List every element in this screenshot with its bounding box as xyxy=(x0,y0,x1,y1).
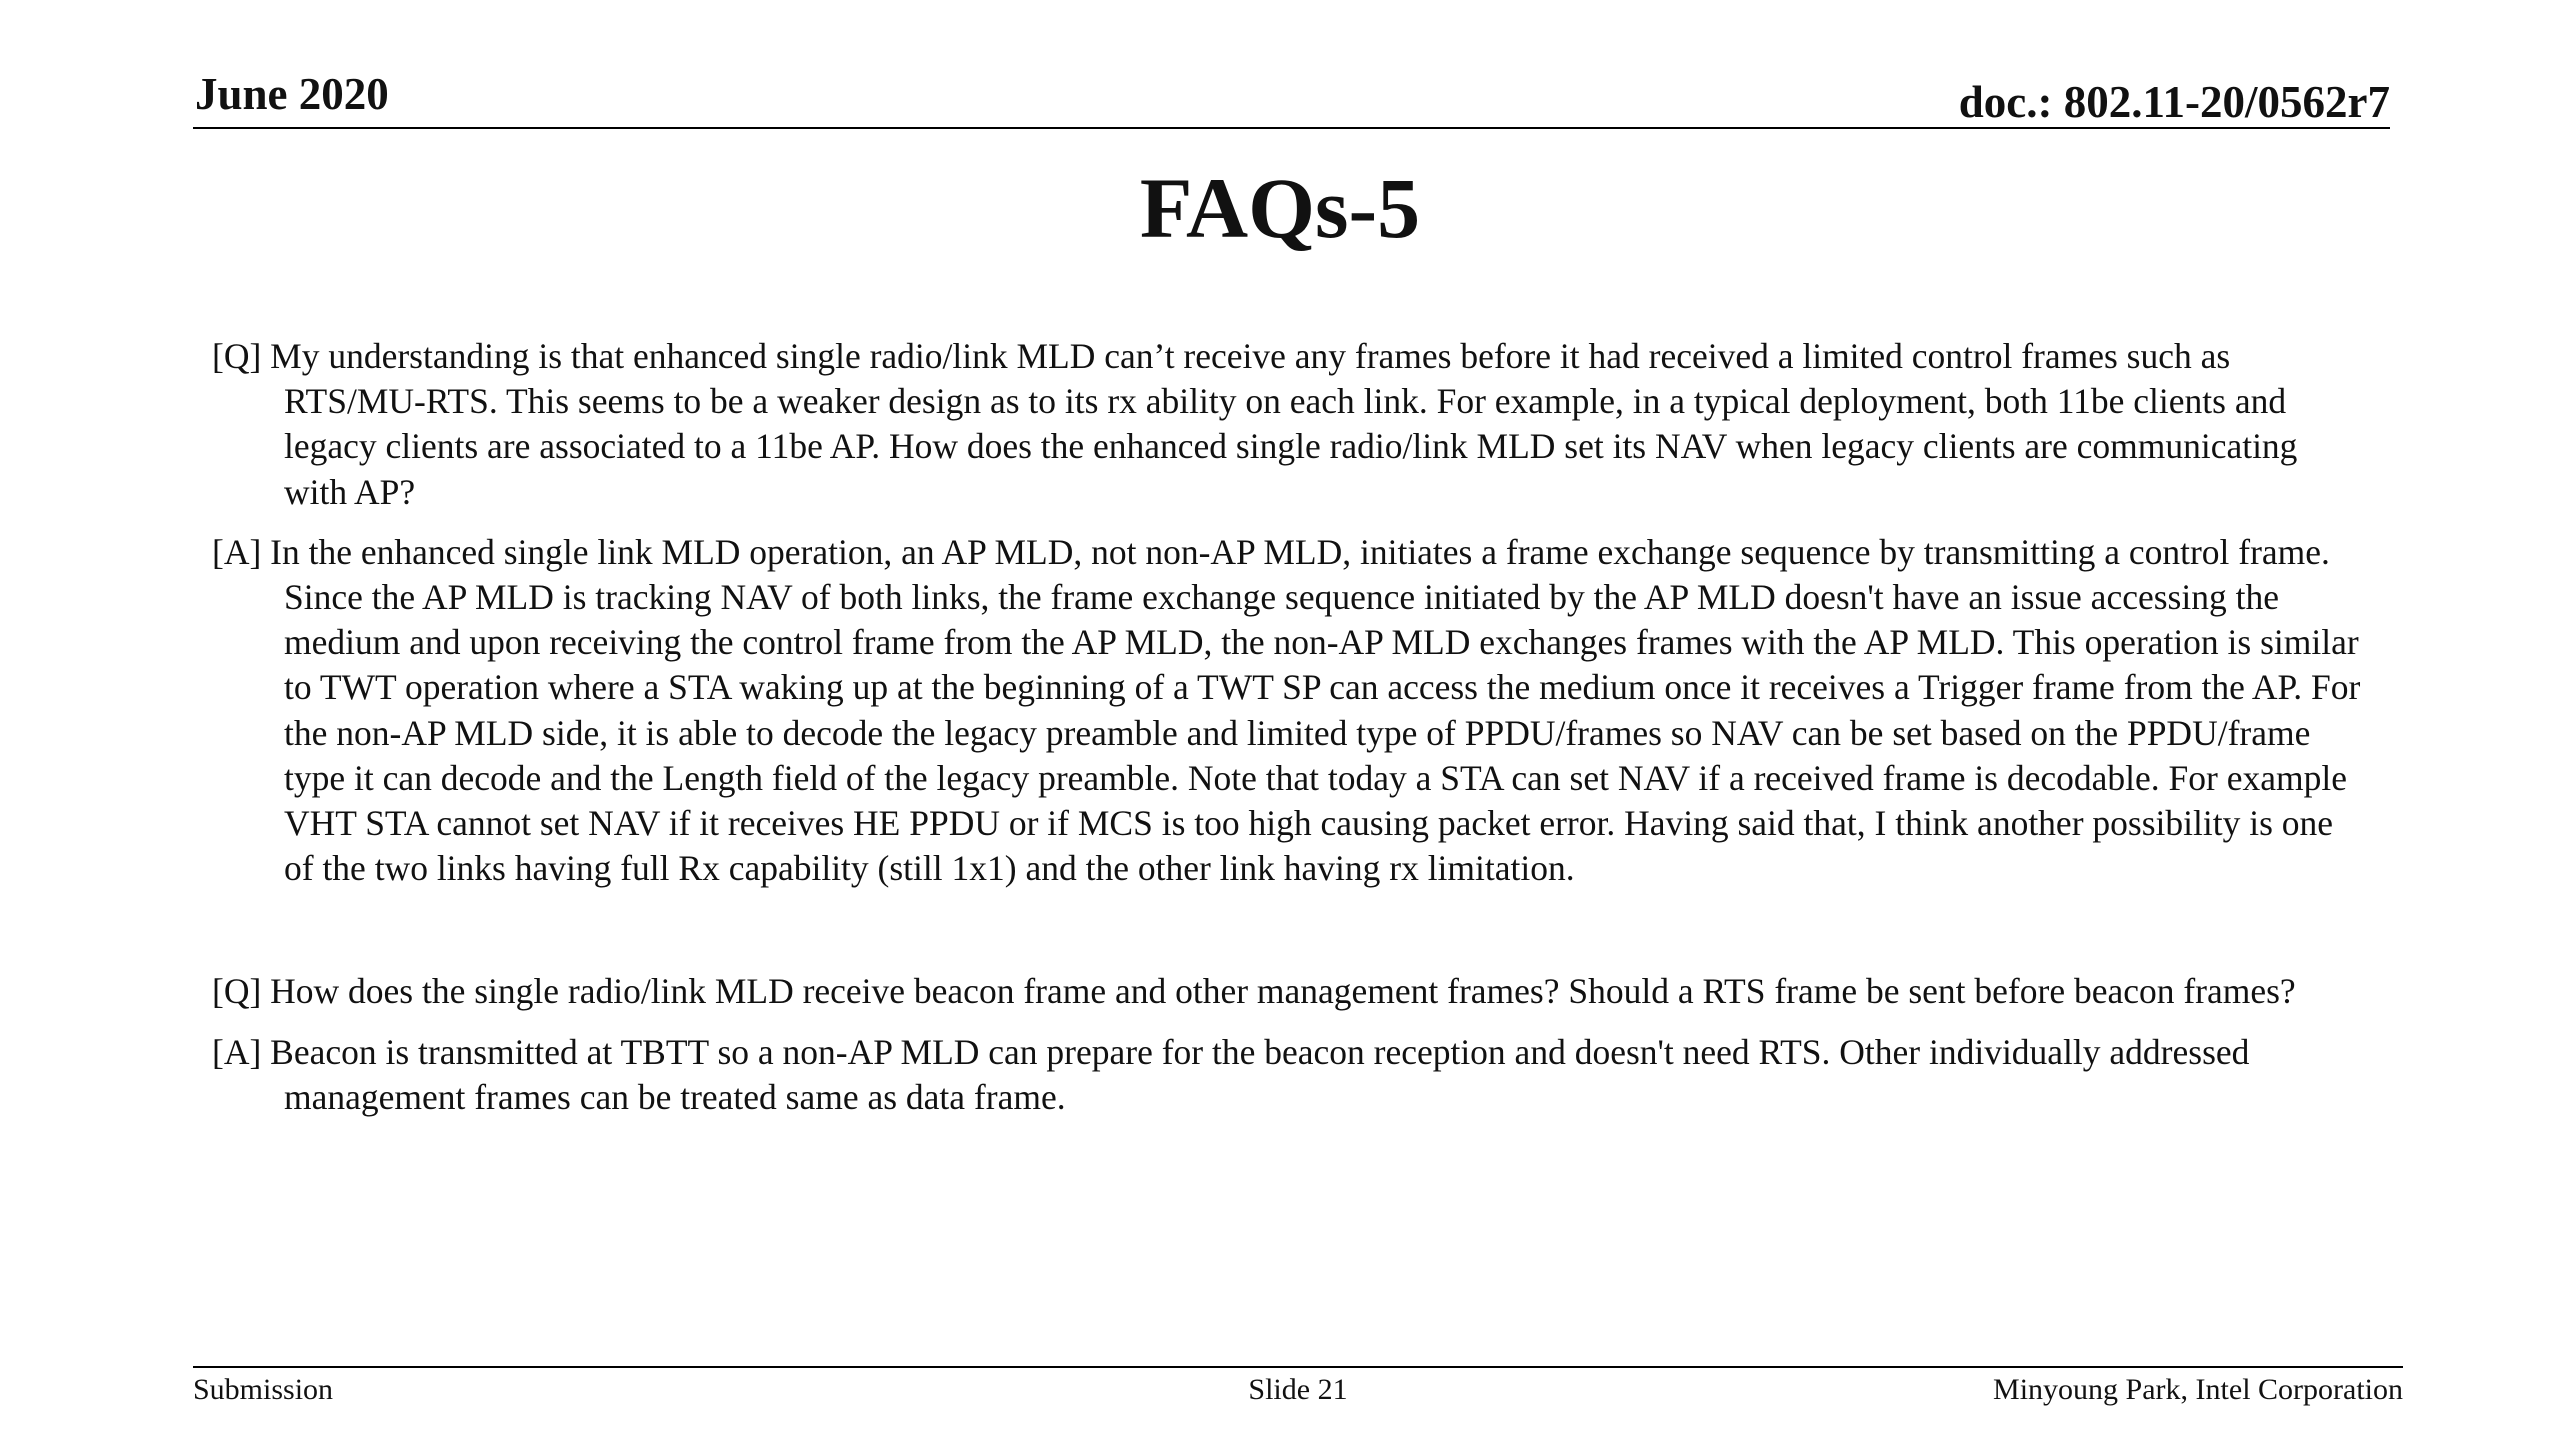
footer-divider xyxy=(193,1366,2403,1368)
footer-submission: Submission xyxy=(193,1373,334,1406)
slide-title: FAQs-5 xyxy=(1139,160,1421,256)
faq-answer-1: [A] In the enhanced single link MLD operation, an AP MLD, not non-AP MLD, initiates a frame exchange sequence by transmitting a control frame. Since the AP MLD is tracking NAV of both links, the frame exchange sequence initiated by the AP MLD doesn't have an issue accessing the medium and upon receiving the control frame from the AP MLD, the non-AP MLD exchanges frames with the AP MLD. This operation is similar to TWT operation where a STA waking up at the beginning of a TWT SP can access the medium once it receives a Trigger frame from the AP. For the non-AP MLD side, it is able to decode the legacy preamble and limited type of PPDU/frames so NAV can be set based on the PPDU/frame type it can decode and the Length field of the legacy preamble. Note that today a STA can set NAV if a received frame is decodable. For example VHT STA cannot set NAV if it receives HE PPDU or if MCS is too high causing packet error. Having said that, I think another possibility is one of the two links having full Rx capability (still 1x1) and the other link having rx limitation. xyxy=(212,531,2361,889)
header-divider xyxy=(193,127,2390,129)
slide-body xyxy=(212,334,2362,1120)
document-id: doc.: 802.11-20/0562r7 xyxy=(1958,77,2390,127)
faq-question-1: [Q] My understanding is that enhanced single radio/link MLD can’t receive any frames before it had received a limited control frames such as RTS/MU-RTS. This seems to be a weaker design as to its rx ability on each link. For example, in a typical deployment, both 11be clients and legacy clients are associated to a 11be AP. How does the enhanced single radio/link MLD set its NAV when legacy clients are communicating with AP? xyxy=(212,336,2298,512)
header-date: June 2020 xyxy=(195,69,389,119)
slide-number: Slide 21 xyxy=(1248,1373,1348,1406)
footer-author: Minyoung Park, Intel Corporation xyxy=(1993,1373,2403,1406)
faq-question-2: [Q] How does the single radio/link MLD receive beacon frame and other management frames? Should a RTS frame be sent before beacon frames? xyxy=(212,971,2296,1012)
faq-answer-2: [A] Beacon is transmitted at TBTT so a non-AP MLD can prepare for the beacon reception and doesn't need RTS. Other individually addressed management frames can be treated same as data frame. xyxy=(212,1031,2250,1117)
